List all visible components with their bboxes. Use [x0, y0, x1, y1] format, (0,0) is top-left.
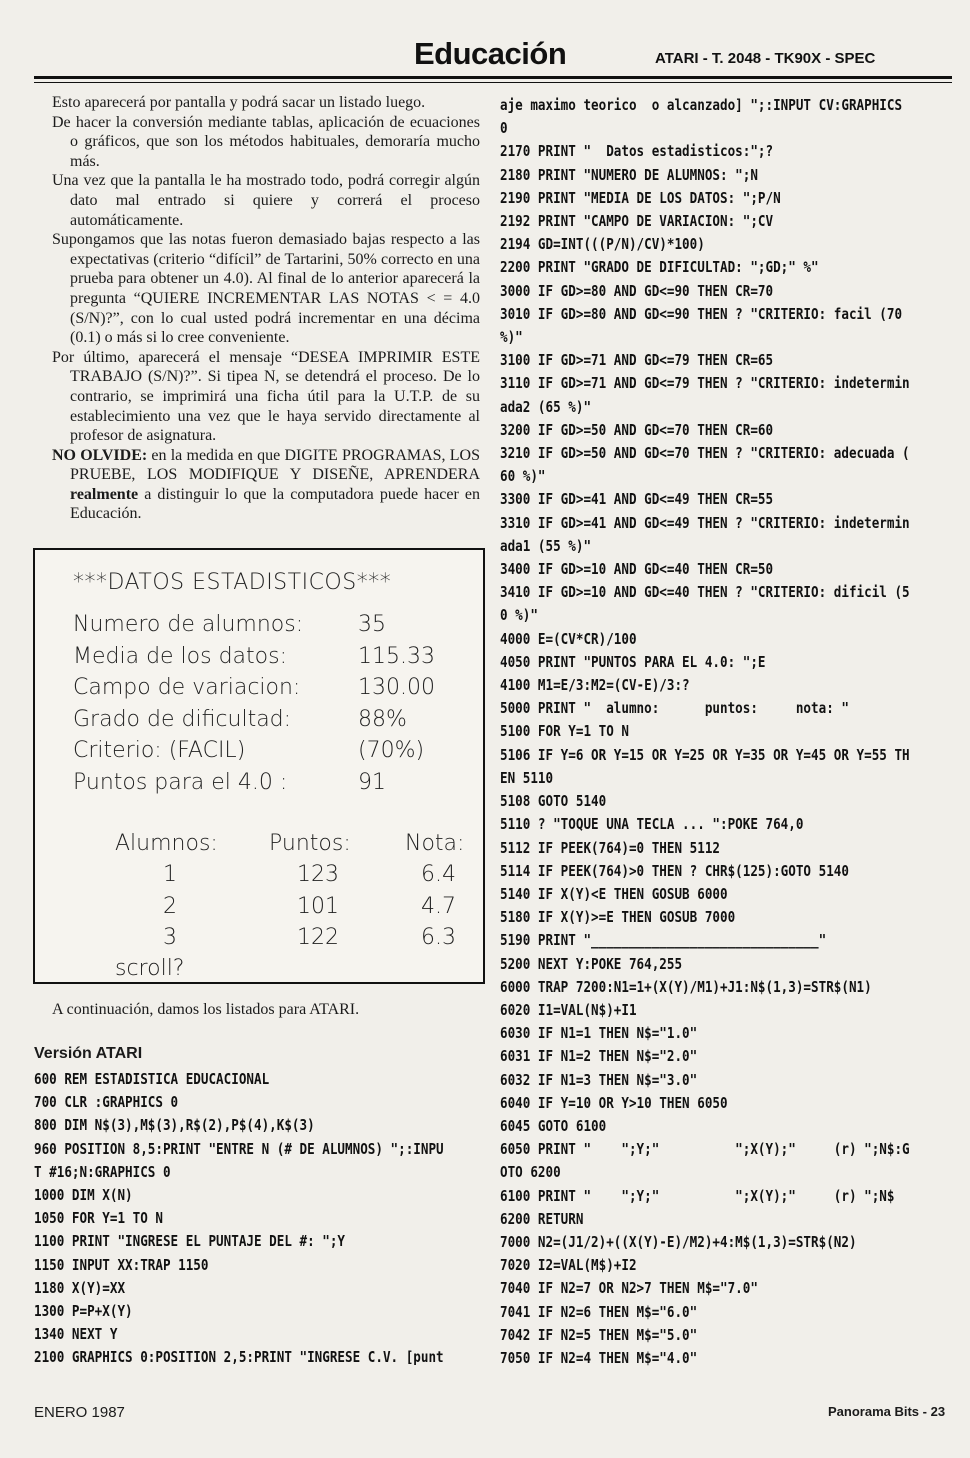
code-line: 3410 IF GD>=10 AND GD<=40 THEN ? "CRITERIO: dificil (5 — [500, 583, 910, 602]
code-line: 5180 IF X(Y)>=E THEN GOSUB 7000 — [500, 908, 736, 927]
stat-row — [73, 644, 435, 669]
code-line: EN 5110 — [500, 768, 554, 787]
code-line: 5110 ? "TOQUE UNA TECLA ... ":POKE 764,0 — [500, 815, 804, 834]
code-line: 3110 IF GD>=71 AND GD<=79 THEN ? "CRITERIO: indetermin — [500, 374, 910, 393]
stat-value: 88% — [358, 707, 407, 732]
section-title: Educación — [414, 36, 567, 71]
code-line: 3210 IF GD>=50 AND GD<=70 THEN ? "CRITERIO: adecuada ( — [500, 444, 910, 463]
code-line: 2100 GRAPHICS 0:POSITION 2,5:PRINT "INGRESE C.V. [punt — [34, 1348, 444, 1367]
code-line: 5114 IF PEEK(764)>0 THEN ? CHR$(125):GOTO 5140 — [500, 861, 849, 880]
code-line: 7050 IF N2=4 THEN M$="4.0" — [500, 1348, 698, 1367]
code-line: 5112 IF PEEK(764)=0 THEN 5112 — [500, 838, 721, 857]
article-text — [52, 93, 480, 524]
code-line: 1100 PRINT "INGRESE EL PUNTAJE DEL #: ";Y — [34, 1232, 346, 1251]
stat-row — [73, 738, 425, 763]
code-line: 7000 N2=(J1/2)+((X(Y)-E)/M2)+4:M$(1,3)=STR$(N2) — [500, 1232, 857, 1251]
code-line: 4050 PRINT "PUNTOS PARA EL 4.0: ";E — [500, 652, 766, 671]
code-line: 1000 DIM X(N) — [34, 1186, 133, 1205]
code-line: 0 %)" — [500, 606, 538, 625]
code-line: 2200 PRINT "GRADO DE DIFICULTAD: ";GD;" %" — [500, 258, 819, 277]
paragraph: Supongamos que las notas fueron demasiado bajas respecto a las expectativas (criterio “difícil” de Tartarini, 50% correcto en una prueba para obtener un 4.0). Al final de lo anterior aparecerá la pregunta “QUIERE INCREMENTAR LAS NOTAS < = 4.0 (S/N)?”, con lo cual usted podrá incrementar en una décima (0.1) o más si lo cree conveniente. — [52, 231, 480, 347]
column-header: Alumnos: — [115, 831, 218, 856]
text-run: en la medida en que DIGITE PROGRAMAS, LOS PRUEBE, LOS MODIFIQUE Y DISEÑE, APRENDERA — [70, 446, 480, 484]
scroll-prompt: scroll? — [115, 956, 185, 981]
code-line: 5108 GOTO 5140 — [500, 792, 607, 811]
text-run: a distinguir lo que la computadora puede hacer en Educación. — [70, 485, 480, 523]
code-line: 6200 RETURN — [500, 1209, 584, 1228]
screen-title: ***DATOS ESTADISTICOS*** — [73, 570, 392, 595]
code-line: 1150 INPUT XX:TRAP 1150 — [34, 1255, 209, 1274]
bold-word: realmente — [70, 485, 139, 503]
stat-label: Grado de dificultad: — [73, 707, 292, 732]
code-line: 1180 X(Y)=XX — [34, 1278, 126, 1297]
code-line: OTO 6200 — [500, 1163, 561, 1182]
header-rule-thin — [34, 82, 952, 83]
paragraph: De hacer la conversión mediante tablas, aplicación de ecuaciones o gráficos, que son los métodos habituales, demoraría mucho más. — [52, 113, 480, 170]
stat-value: 91 — [358, 770, 386, 795]
code-line: 2170 PRINT " Datos estadisticos:";? — [500, 142, 774, 161]
table-cell: 101 — [297, 894, 339, 919]
code-line: 3310 IF GD>=41 AND GD<=49 THEN ? "CRITERIO: indetermin — [500, 513, 910, 532]
code-line: 3010 IF GD>=80 AND GD<=90 THEN ? "CRITERIO: facil (70 — [500, 304, 903, 323]
stat-label: Puntos para el 4.0 : — [73, 770, 288, 795]
stat-row — [73, 675, 435, 700]
code-line: 2190 PRINT "MEDIA DE LOS DATOS: ";P/N — [500, 188, 781, 207]
code-line: 3000 IF GD>=80 AND GD<=90 THEN CR=70 — [500, 281, 774, 300]
code-line: 6100 PRINT " ";Y;" ";X(Y);" (r) ";N$ — [500, 1186, 895, 1205]
code-line: 4100 M1=E/3:M2=(CV-E)/3:? — [500, 676, 690, 695]
stat-value: (70%) — [358, 738, 425, 763]
code-line: 2192 PRINT "CAMPO DE VARIACION: ";CV — [500, 212, 774, 231]
code-line: 6030 IF N1=1 THEN N$="1.0" — [500, 1024, 698, 1043]
code-line: 6020 I1=VAL(N$)+I1 — [500, 1000, 637, 1019]
stat-row — [73, 707, 407, 732]
machines-header: ATARI - T. 2048 - TK90X - SPEC — [655, 50, 876, 67]
code-line: 1300 P=P+X(Y) — [34, 1302, 133, 1321]
stat-value: 115.33 — [358, 644, 435, 669]
table-cell: 123 — [297, 862, 339, 887]
code-line: 800 DIM N$(3),M$(3),R$(2),P$(4),K$(3) — [34, 1116, 315, 1135]
code-line: 2180 PRINT "NUMERO DE ALUMNOS: ";N — [500, 165, 758, 184]
stat-value: 35 — [358, 612, 386, 637]
code-line: 6031 IF N1=2 THEN N$="2.0" — [500, 1047, 698, 1066]
code-line: 1050 FOR Y=1 TO N — [34, 1209, 163, 1228]
code-line: 0 — [500, 119, 508, 138]
screen-output-figure — [33, 548, 485, 984]
figure-caption: A continuación, damos los listados para ATARI. — [52, 1001, 360, 1018]
table-cell: 6.4 — [421, 862, 456, 887]
paragraph: Esto aparecerá por pantalla y podrá sacar un listado luego. — [52, 94, 426, 111]
paragraph — [52, 446, 480, 524]
stat-label: Criterio: (FACIL) — [73, 738, 246, 763]
code-listing-right — [500, 94, 910, 1370]
paragraph: Por último, aparecerá el mensaje “DESEA IMPRIMIR ESTE TRABAJO (S/N)?”. Si tipea N, se detendrá el proceso. De lo contrario, se imprimirá una ficha útil para la U.T.P. de su establecimiento una vez que le haya servido directamente al profesor de asignatura. — [52, 348, 480, 445]
code-line: 7020 I2=VAL(M$)+I2 — [500, 1256, 637, 1275]
paragraph: Una vez que la pantalla le ha mostrado todo, podrá corregir algún dato mal entrado si quiere y correrá el proceso automáticamente. — [52, 172, 480, 229]
table-cell: 2 — [163, 894, 177, 919]
column-header: Puntos: — [269, 831, 351, 856]
code-line: 6050 PRINT " ";Y;" ";X(Y);" (r) ";N$:G — [500, 1140, 910, 1159]
code-line: 5190 PRINT "______________________________" — [500, 931, 827, 950]
code-line: 7042 IF N2=5 THEN M$="5.0" — [500, 1325, 698, 1344]
footer-page: Panorama Bits - 23 — [828, 1404, 946, 1419]
code-line: 600 REM ESTADISTICA EDUCACIONAL — [34, 1070, 270, 1088]
code-line: 700 CLR :GRAPHICS 0 — [34, 1093, 179, 1112]
code-line: 5200 NEXT Y:POKE 764,255 — [500, 954, 683, 973]
code-line: 960 POSITION 8,5:PRINT "ENTRE N (# DE ALUMNOS) ";:INPU — [34, 1139, 444, 1158]
stat-label: Campo de variacion: — [73, 675, 301, 700]
code-line: 3100 IF GD>=71 AND GD<=79 THEN CR=65 — [500, 351, 774, 370]
code-line: 5140 IF X(Y)<E THEN GOSUB 6000 — [500, 884, 728, 903]
bold-lead: NO OLVIDE: — [52, 446, 148, 464]
version-heading: Versión ATARI — [34, 1045, 143, 1062]
code-line: 3200 IF GD>=50 AND GD<=70 THEN CR=60 — [500, 420, 774, 439]
header-rule — [34, 76, 952, 79]
code-line: 3400 IF GD>=10 AND GD<=40 THEN CR=50 — [500, 560, 774, 579]
code-line: 7041 IF N2=6 THEN M$="6.0" — [500, 1302, 698, 1321]
code-line: 1340 NEXT Y — [34, 1325, 118, 1344]
code-line: 2194 GD=INT(((P/N)/CV)*100) — [500, 235, 705, 254]
table-cell: 6.3 — [421, 925, 456, 950]
stat-row — [73, 612, 386, 637]
code-line: 60 %)" — [500, 467, 546, 486]
code-line: ada2 (65 %)" — [500, 397, 592, 416]
code-line: %)" — [500, 328, 523, 347]
code-line: 5000 PRINT " alumno: puntos: nota: " — [500, 699, 849, 718]
footer-date: ENERO 1987 — [34, 1404, 125, 1421]
code-line: 5106 IF Y=6 OR Y=15 OR Y=25 OR Y=35 OR Y=45 OR Y=55 TH — [500, 745, 910, 764]
code-line: 6000 TRAP 7200:N1=1+(X(Y)/M1)+J1:N$(1,3)=STR$(N1) — [500, 977, 872, 996]
code-line: 3300 IF GD>=41 AND GD<=49 THEN CR=55 — [500, 490, 774, 509]
code-line: 7040 IF N2=7 OR N2>7 THEN M$="7.0" — [500, 1279, 758, 1298]
code-listing-left — [34, 1068, 444, 1370]
code-line: T #16;N:GRAPHICS 0 — [34, 1162, 171, 1181]
stat-label: Numero de alumnos: — [73, 612, 304, 637]
table-cell: 4.7 — [421, 894, 456, 919]
stat-row — [73, 770, 386, 795]
column-header: Nota: — [405, 831, 465, 856]
code-line: 4000 E=(CV*CR)/100 — [500, 629, 637, 648]
code-line: aje maximo teorico o alcanzado] ";:INPUT CV:GRAPHICS — [500, 96, 903, 114]
code-line: 5100 FOR Y=1 TO N — [500, 722, 629, 741]
table-cell: 3 — [163, 925, 177, 950]
code-line: ada1 (55 %)" — [500, 536, 592, 555]
code-line: 6040 IF Y=10 OR Y>10 THEN 6050 — [500, 1093, 728, 1112]
code-line: 6032 IF N1=3 THEN N$="3.0" — [500, 1070, 698, 1089]
table-cell: 1 — [163, 862, 177, 887]
table-cell: 122 — [297, 925, 339, 950]
stat-value: 130.00 — [358, 675, 435, 700]
code-line: 6045 GOTO 6100 — [500, 1116, 607, 1135]
stat-label: Media de los datos: — [73, 644, 287, 669]
